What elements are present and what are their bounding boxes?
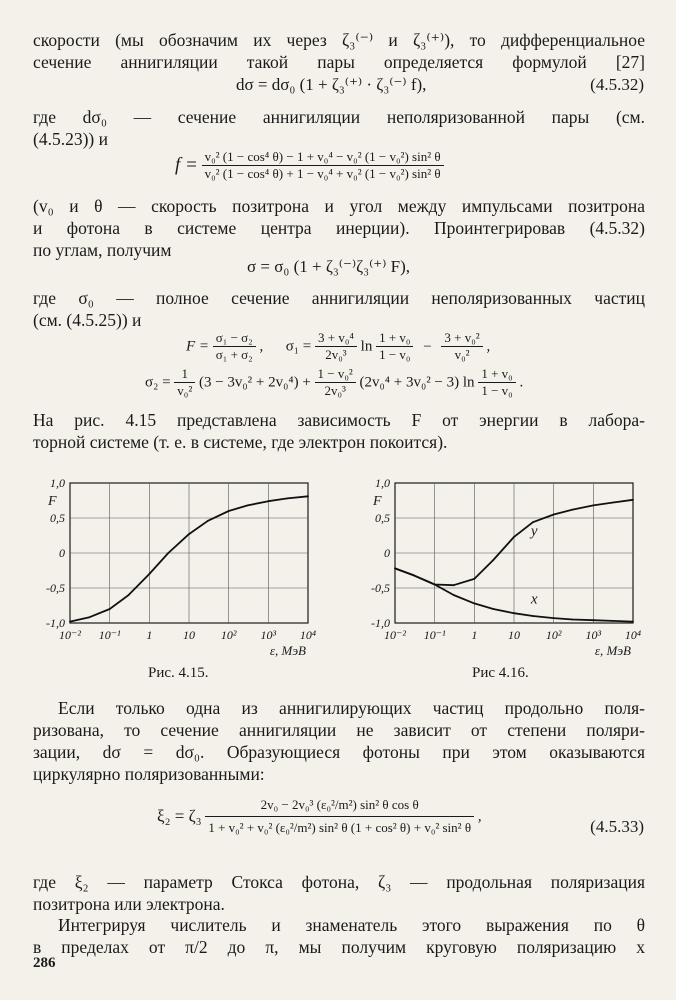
equation-number-4-5-33: (4.5.33) [590, 817, 644, 836]
text-line-14: зации, dσ = dσ₀. Образующиеся фотоны при этом оказываются [33, 742, 645, 762]
text-line-19: в пределах от π/2 до π, мы получим круговую поляризацию x [33, 937, 645, 957]
formula-sigma2-frac-c [478, 366, 515, 399]
formula-sigma1-ln: ln [360, 338, 373, 355]
x-tick-label: 10⁻¹ [423, 628, 446, 642]
formula-sigma2-lhs: σ₂ = [145, 374, 171, 391]
x-tick-label: 10³ [260, 628, 277, 642]
x-tick-label: 10⁴ [624, 628, 642, 642]
x-tick-label: 10⁻² [59, 628, 81, 642]
formula-xi2-end: , [477, 808, 482, 825]
y-axis-label: F [48, 494, 57, 509]
data-point-F [247, 505, 249, 507]
x-axis-label: ε, МэВ [269, 643, 306, 658]
formula-sigma2-end: . [519, 374, 524, 391]
x-tick-label: 10⁻¹ [98, 628, 121, 642]
y-tick-label: 0 [59, 546, 65, 560]
equation-number-4-5-32: (4.5.32) [590, 75, 644, 94]
data-point-x [553, 617, 555, 619]
formula-sigma1-frac-b-num: 1 + v₀ [376, 330, 413, 347]
series-label-y: y [530, 523, 538, 540]
data-point-x [434, 584, 436, 586]
text-line-5: (v₀ и θ — скорость позитрона и угол между импульсами позитрона [33, 196, 645, 216]
data-point-y [553, 514, 555, 516]
data-point-x [632, 621, 634, 623]
text-line-17: позитрона или электрона. [33, 894, 225, 914]
data-point-F [167, 552, 169, 554]
formula-sigma1-end: , [486, 338, 491, 355]
formula-sigma1-lhs: , σ₁ = [259, 338, 312, 355]
data-point-F [188, 533, 190, 535]
formula-F-sigma1 [186, 330, 490, 363]
text-line-9: (см. (4.5.25)) и [33, 310, 142, 330]
data-point-F [88, 617, 90, 619]
x-tick-label: 10² [220, 628, 237, 642]
data-point-F [128, 594, 130, 596]
data-point-y [453, 584, 455, 586]
formula-f-fraction [202, 149, 444, 182]
text-line-2: сечение аннигиляции такой пары определяется формулой [27] [33, 52, 645, 72]
data-point-F [148, 573, 150, 575]
formula-xi2-denominator: 1 + v₀² + v₀² (ε₀²/m²) sin² θ (1 + cos² θ) + v₀² sin² θ [208, 820, 472, 835]
formula-sigma1-frac-c-den: v₀² [454, 347, 470, 362]
x-tick-label: 10² [545, 628, 562, 642]
figure-4-16-chart [355, 465, 655, 665]
data-point-y [611, 502, 613, 504]
formula-xi2-lhs: ξ₂ = ζ₃ [157, 806, 202, 826]
data-point-F [286, 498, 288, 500]
text-line-3: где dσ₀ — сечение аннигиляции неполяризованной пары (см. [33, 107, 645, 127]
y-tick-label: -0,5 [46, 581, 65, 595]
formula-sigma1-frac-b-den: 1 − v₀ [379, 347, 411, 362]
data-point-x [532, 615, 534, 617]
formula-sigma1-frac-a-den: 2v₀³ [325, 347, 347, 362]
formula-f-numerator: v₀² (1 − cos⁴ θ) − 1 + v₀⁴ − v₀² (1 − v₀²) sin² θ [202, 149, 444, 166]
x-axis-label: ε, МэВ [594, 643, 631, 658]
data-point-x [611, 620, 613, 622]
formula-sigma2-frac-c-num: 1 + v₀ [478, 366, 515, 383]
y-tick-label: 0,5 [50, 511, 65, 525]
formula-F-fraction [213, 330, 256, 363]
page-number: 286 [33, 955, 56, 971]
text-line-13: ризована, то сечение аннигиляции не зависит от степени поляри- [33, 720, 645, 740]
equation-4-5-32: dσ = dσ₀ (1 + ζ₃⁽⁺⁾ · ζ₃⁽⁻⁾ f), [236, 75, 427, 94]
data-point-x [513, 612, 515, 614]
equation-sigma: σ = σ₀ (1 + ζ₃⁽⁻⁾ζ₃⁽⁺⁾ F), [247, 257, 411, 276]
y-tick-label: 1,0 [50, 476, 65, 490]
text-line-1: скорости (мы обозначим их через ζ₃⁽⁻⁾ и ζ₃⁽⁺⁾), то дифференциальное [33, 30, 645, 50]
formula-f-denominator: v₀² (1 − cos⁴ θ) + 1 − v₀⁴ + v₀² (1 − v₀²) sin² θ [204, 166, 441, 181]
text-line-16: где ξ₂ — параметр Стокса фотона, ζ₃ — продольная поляризация [33, 872, 645, 892]
y-tick-label: 1,0 [375, 476, 390, 490]
x-tick-label: 10⁴ [299, 628, 317, 642]
data-point-x [592, 619, 594, 621]
data-point-x [413, 575, 415, 577]
text-line-7: по углам, получим [33, 240, 172, 260]
formula-F-lhs: F = [186, 338, 210, 355]
formula-F-denominator: σ₁ + σ₂ [215, 347, 253, 362]
formula-sigma2 [145, 366, 523, 399]
data-point-y [492, 559, 494, 561]
formula-sigma1-minus: − [423, 338, 432, 355]
y-tick-label: -1,0 [46, 616, 65, 630]
data-point-y [473, 578, 475, 580]
figure-4-15-caption: Рис. 4.15. [148, 665, 209, 681]
x-tick-label: 1 [471, 628, 478, 642]
text-line-18: Интегрируя числитель и знаменатель этого выражения по θ [58, 915, 645, 935]
x-tick-label: 10³ [585, 628, 602, 642]
data-point-y [513, 536, 515, 538]
text-line-15: циркулярно поляризованными: [33, 764, 265, 784]
formula-sigma1-frac-a [315, 330, 357, 363]
y-axis-label: F [373, 494, 382, 509]
text-line-4: (4.5.23)) и [33, 129, 108, 149]
data-point-y [592, 505, 594, 507]
data-point-x [492, 608, 494, 610]
y-tick-label: -1,0 [371, 616, 390, 630]
formula-f [175, 149, 444, 182]
data-point-x [394, 568, 396, 570]
formula-sigma1-frac-c [441, 330, 482, 363]
figure-4-15-chart [30, 465, 330, 665]
data-point-F [207, 520, 209, 522]
formula-sigma2-frac-b-den: 2v₀³ [324, 383, 346, 398]
y-tick-label: -0,5 [371, 581, 390, 595]
formula-sigma2-mid: (3 − 3v₀² + 2v₀⁴) + [198, 374, 311, 391]
formula-xi2 [157, 794, 482, 839]
formula-F-numerator: σ₁ − σ₂ [213, 330, 256, 347]
formula-sigma2-frac-c-den: 1 − v₀ [481, 383, 513, 398]
formula-xi2-fraction [205, 794, 474, 839]
formula-sigma2-mid2: (2v₀⁴ + 3v₀² − 3) ln [359, 374, 475, 391]
series-label-x: x [530, 591, 538, 608]
x-tick-label: 1 [146, 628, 153, 642]
figure-4-16-caption: Рис 4.16. [472, 665, 529, 681]
formula-sigma1-frac-a-num: 3 + v₀⁴ [315, 330, 357, 347]
text-line-12: Если только одна из аннигилирующих частиц продольно поля- [58, 698, 645, 718]
y-tick-label: 0,5 [375, 511, 390, 525]
formula-sigma2-frac-b-num: 1 − v₀² [315, 366, 356, 383]
text-line-6: и фотона в системе центра инерции). Проинтегрировав (4.5.32) [33, 218, 645, 238]
data-point-y [632, 499, 634, 501]
text-line-8: где σ₀ — полное сечение аннигиляции неполяризованных частиц [33, 288, 645, 308]
formula-f-lhs: f = [175, 154, 198, 176]
data-point-F [267, 500, 269, 502]
data-point-F [307, 495, 309, 497]
data-point-x [453, 594, 455, 596]
formula-sigma2-frac-a-num: 1 [174, 366, 195, 383]
formula-sigma2-frac-a [174, 366, 195, 399]
data-point-F [109, 608, 111, 610]
formula-sigma1-frac-b [376, 330, 413, 363]
x-tick-label: 10 [508, 628, 520, 642]
text-line-10: На рис. 4.15 представлена зависимость F от энергии в лабора- [33, 410, 645, 430]
data-point-F [69, 621, 71, 623]
x-tick-label: 10 [183, 628, 195, 642]
formula-sigma2-frac-b [315, 366, 356, 399]
text-line-11: торной системе (т. е. в системе, где электрон покоится). [33, 432, 448, 452]
data-point-x [473, 603, 475, 605]
formula-sigma1-frac-c-num: 3 + v₀² [441, 330, 482, 347]
data-point-y [572, 509, 574, 511]
formula-sigma2-frac-a-den: v₀² [177, 383, 193, 398]
formula-xi2-numerator: 2v₀ − 2v₀³ (ε₀²/m²) sin² θ cos θ [205, 794, 474, 817]
x-tick-label: 10⁻² [384, 628, 406, 642]
y-tick-label: 0 [384, 546, 390, 560]
data-point-x [572, 619, 574, 621]
data-point-F [228, 510, 230, 512]
